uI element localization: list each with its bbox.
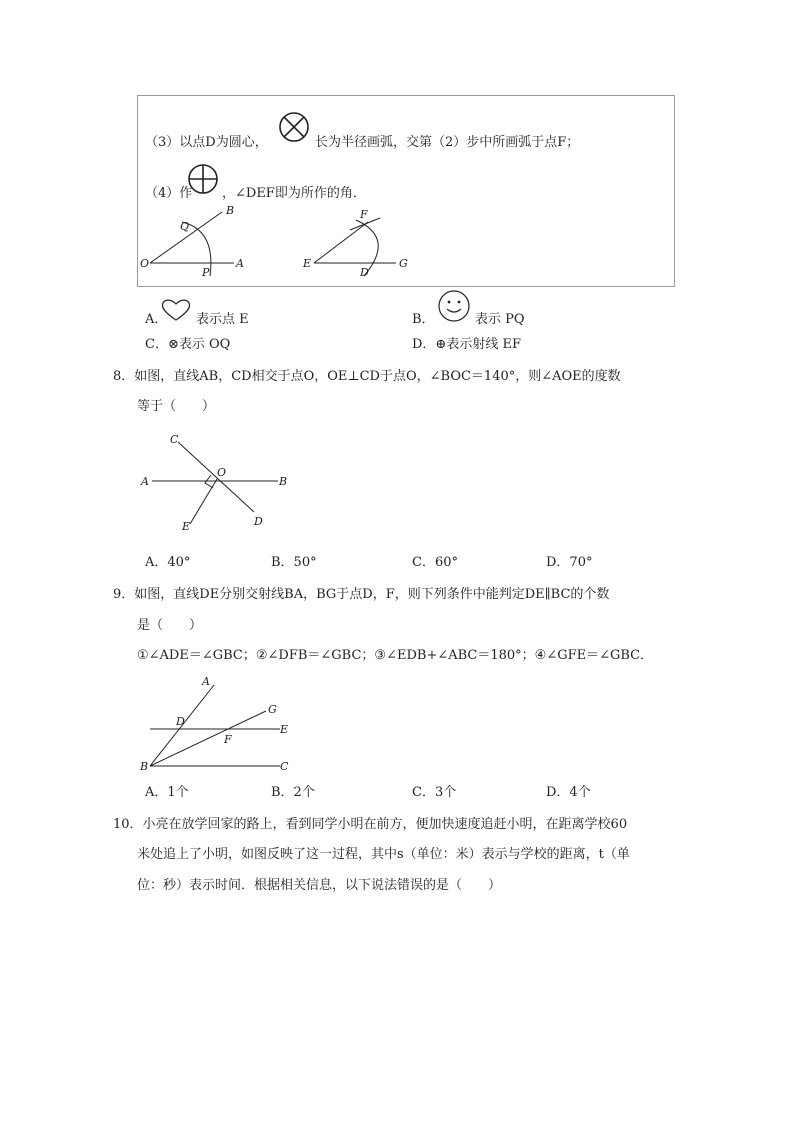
step-4-prefix: （4）作 <box>145 186 193 201</box>
q7-option-a-prefix: A． <box>145 312 168 327</box>
label-Q: Q <box>180 220 190 233</box>
q7-option-b-prefix: B． <box>412 312 435 327</box>
label-C: C <box>170 433 179 446</box>
step-3-text <box>145 135 268 151</box>
heart-icon <box>160 298 192 322</box>
angle-def-figure <box>300 200 420 282</box>
q8-stem-line-1: 8．如图，直线AB，CD相交于点O，OE⊥CD于点O，∠BOC＝140°，则∠AOE的度数 <box>113 369 621 384</box>
q9-option-d: D．4个 <box>546 785 591 800</box>
label-A: A <box>236 257 244 270</box>
q9-conditions: ①∠ADE＝∠GBC；②∠DFB＝∠GBC；③∠EDB+∠ABC＝180°；④∠GFE＝∠GBC． <box>137 648 654 663</box>
q10-stem-line-1: 10．小亮在放学回家的路上，看到同学小明在前方，便加快速度追赶小明，在距离学校60 <box>113 817 628 832</box>
q8-option-b: B．50° <box>271 555 317 570</box>
smiley-icon <box>437 289 471 323</box>
label-C: C <box>280 760 289 773</box>
label-D: D <box>360 266 369 279</box>
q10-stem-line-2: 米处追上了小明，如图反映了这一过程，其中s（单位：米）表示与学校的距离，t（单 <box>137 847 630 862</box>
label-F: F <box>360 208 368 221</box>
q9-option-b: B．2个 <box>271 785 315 800</box>
label-F: F <box>224 733 232 746</box>
circle-plus-icon <box>186 162 220 196</box>
label-B: B <box>226 204 235 217</box>
q8-option-d: D．70° <box>546 555 593 570</box>
q8-figure <box>138 430 298 530</box>
q8-option-a: A．40° <box>145 555 191 570</box>
label-D: D <box>254 515 263 528</box>
label-P: P <box>202 266 210 279</box>
step-3-prefix: （3）以点D为圆心， <box>145 135 268 150</box>
label-O: O <box>140 257 150 270</box>
step-3-suffix: 长为半径画弧，交第（2）步中所画弧于点F； <box>315 135 580 150</box>
label-B: B <box>140 760 149 773</box>
q7-option-a-text: 表示点 E <box>196 312 249 327</box>
q10-stem-line-3: 位：秒）表示时间．根据相关信息，以下说法错误的是（ ） <box>137 878 502 893</box>
label-E: E <box>182 520 191 530</box>
q9-figure <box>138 673 298 777</box>
label-A: A <box>141 475 149 488</box>
q9-stem-line-1: 9．如图，直线DE分别交射线BA，BG于点D，F，则下列条件中能判定DE∥BC的个数 <box>113 587 610 602</box>
q9-stem-line-2: 是（ ） <box>137 618 203 633</box>
label-B: B <box>279 475 288 488</box>
angle-aob-figure <box>138 200 268 282</box>
label-G: G <box>399 257 408 270</box>
label-E: E <box>303 257 312 270</box>
label-A: A <box>202 675 210 688</box>
circle-x-icon <box>277 110 311 144</box>
label-O: O <box>217 466 227 479</box>
q7-option-d: D．⊕表示射线 EF <box>412 337 521 352</box>
q7-option-c: C．⊗表示 OQ <box>145 337 231 352</box>
q9-option-a: A．1个 <box>145 785 189 800</box>
q8-stem-line-2: 等于（ ） <box>137 399 216 414</box>
label-E: E <box>280 723 289 736</box>
label-G: G <box>268 703 277 716</box>
q7-option-b-text: 表示 PQ <box>475 312 525 327</box>
q9-option-c: C．3个 <box>412 785 457 800</box>
step-4-suffix: ，∠DEF即为所作的角． <box>222 186 366 201</box>
label-D: D <box>176 715 185 728</box>
q8-option-c: C．60° <box>412 555 458 570</box>
